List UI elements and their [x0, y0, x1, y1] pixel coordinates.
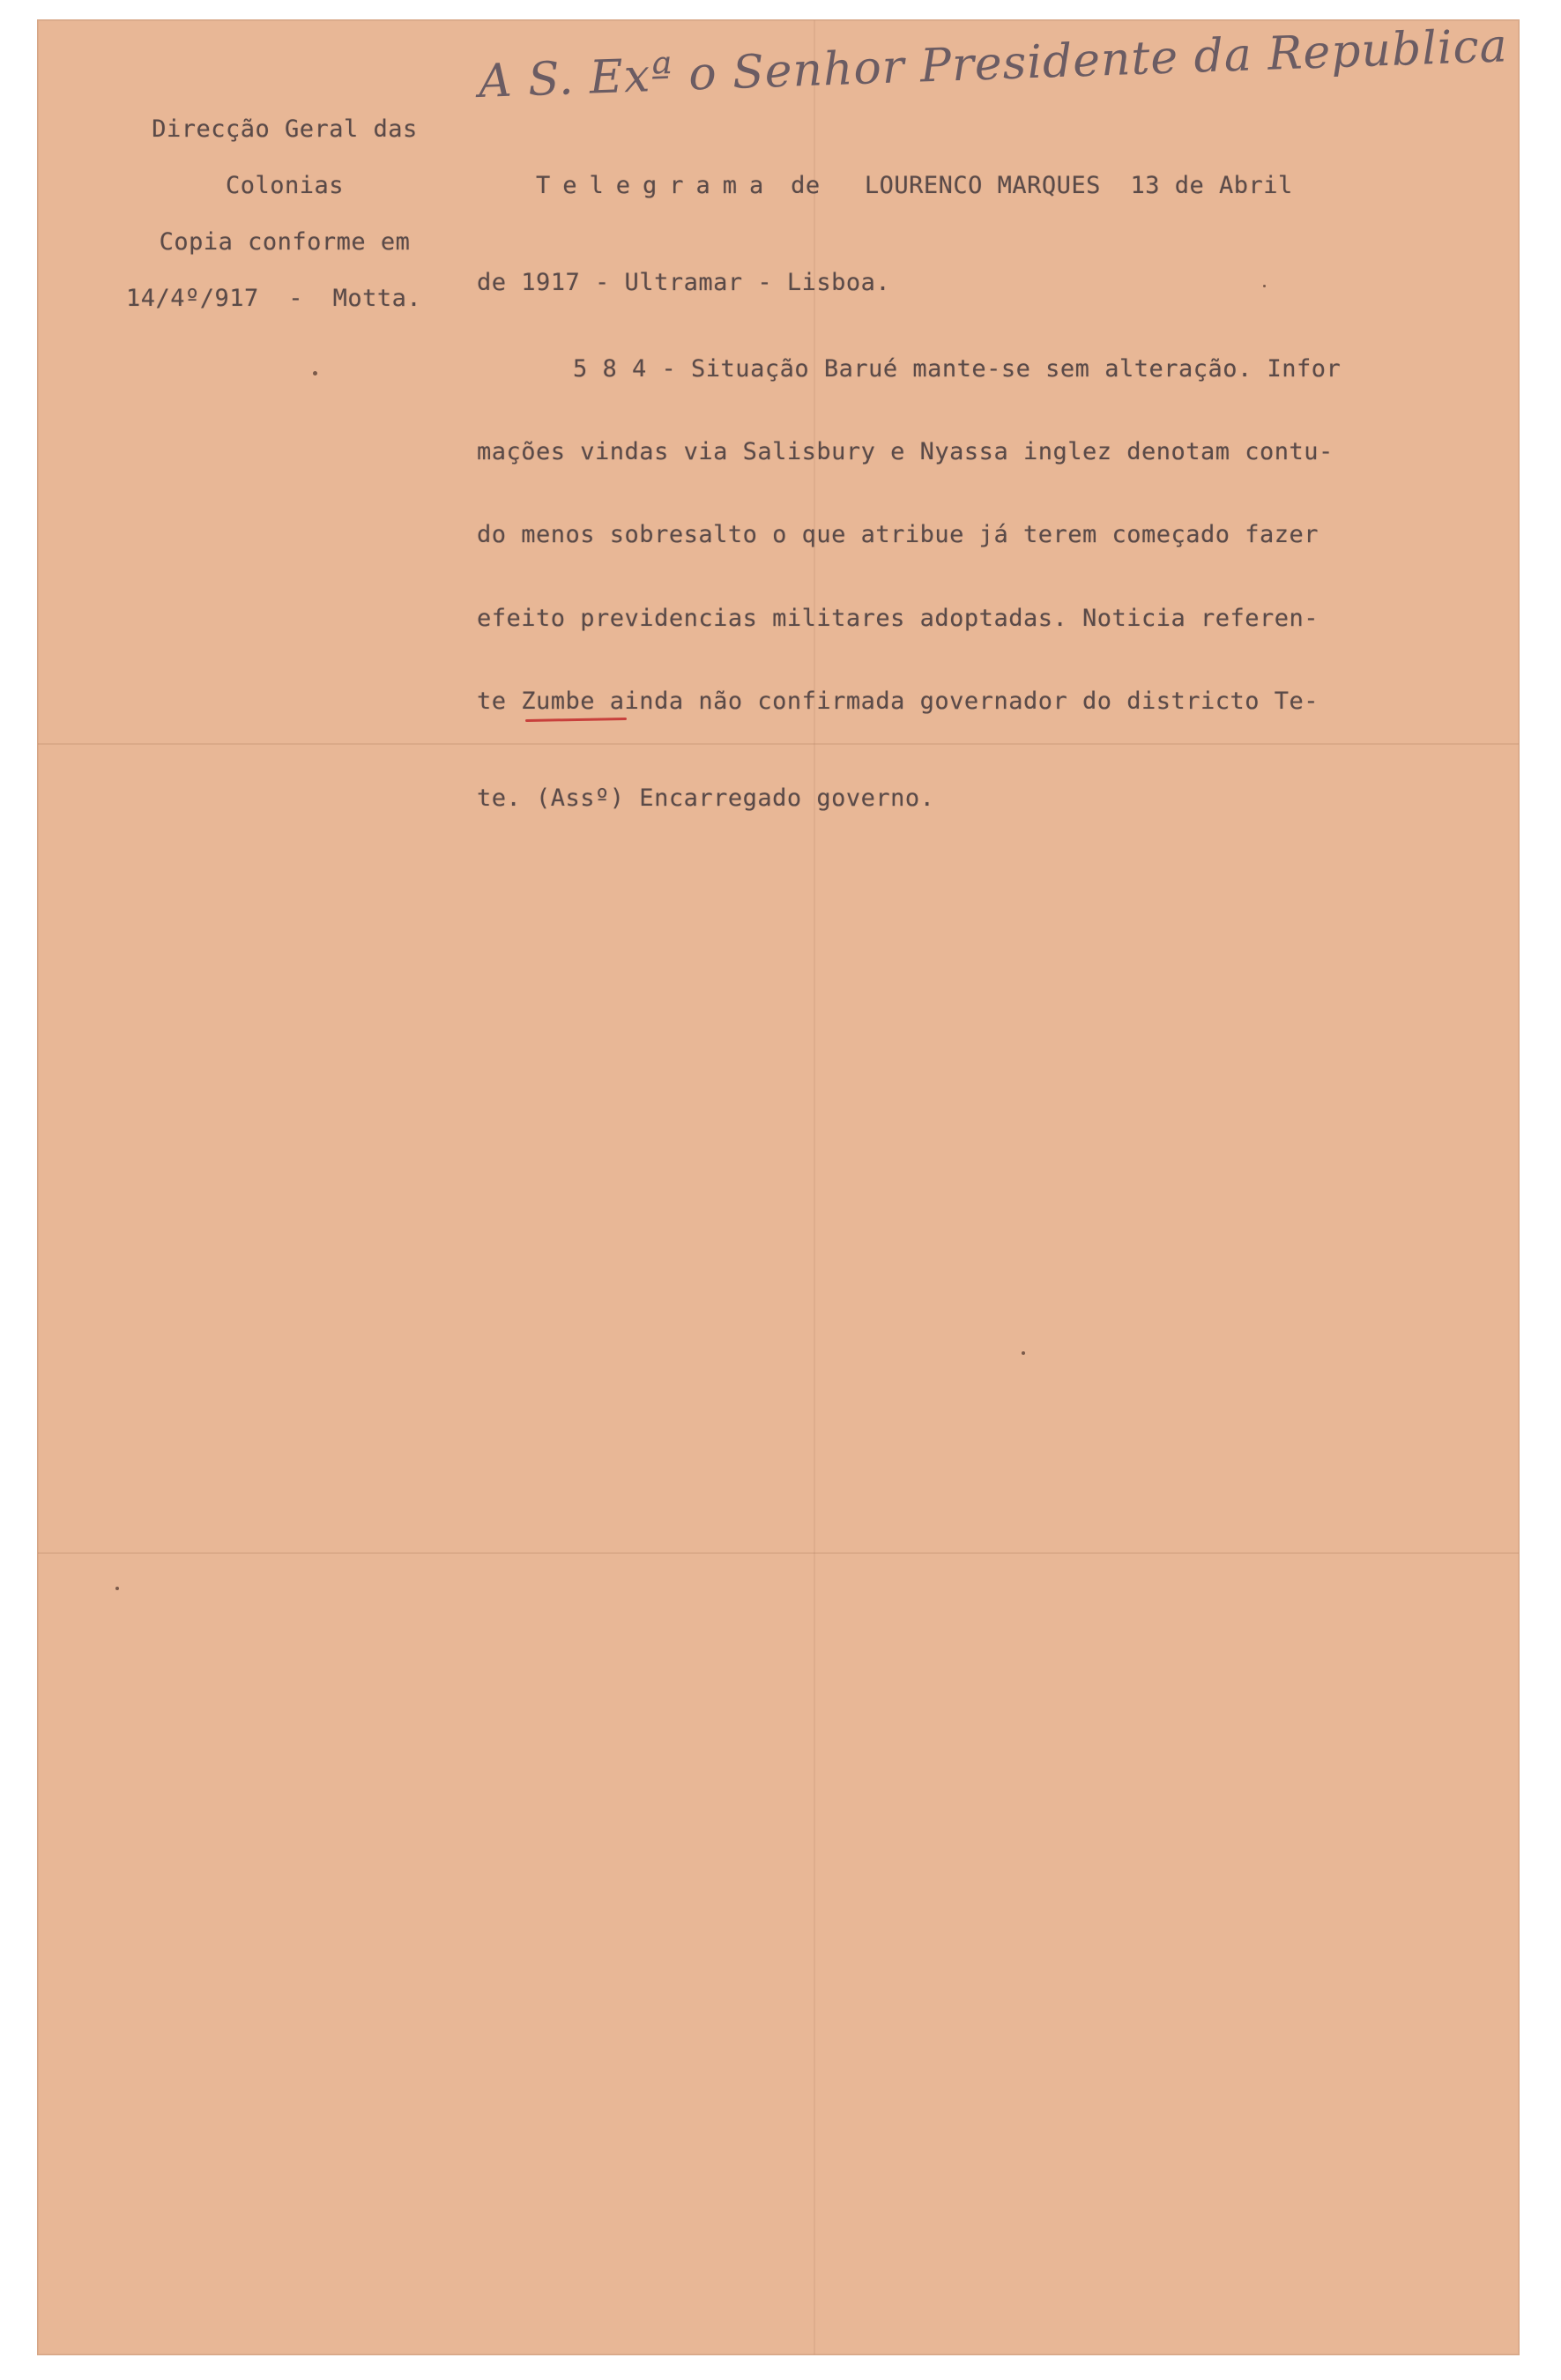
telegram-body-line-6: te. (Assº) Encarregado governo.	[477, 785, 935, 812]
telegram-body-line-1: 5 8 4 - Situação Barué mante-se sem alteração. Infor	[573, 355, 1342, 383]
red-underline-mark	[525, 718, 627, 722]
margin-copy-line1: Copia conforme em	[159, 228, 411, 256]
margin-copy-line2: 14/4º/917 - Motta.	[126, 285, 422, 312]
telegram-heading-rest: de LOURENCO MARQUES 13 de Abril	[776, 172, 1293, 199]
telegram-date-line: de 1917 - Ultramar - Lisboa.	[477, 269, 891, 296]
telegram-heading-word: Telegrama	[536, 172, 777, 199]
margin-directorate-line2: Colonias	[225, 172, 345, 199]
telegram-document	[37, 19, 1520, 2355]
telegram-body-line-2: mações vindas via Salisbury e Nyassa inglez denotam contu-	[477, 438, 1334, 465]
telegram-body-line-3: do menos sobresalto o que atribue já terem começado fazer	[477, 521, 1319, 548]
fold-line-horizontal	[38, 743, 1519, 745]
handwritten-addressee: A S. Exª o Senhor Presidente da Republica	[477, 19, 1509, 108]
paper-speck	[1022, 1351, 1025, 1355]
telegram-body-line-4: efeito previdencias militares adoptadas. Noticia referen-	[477, 605, 1319, 632]
fold-line-horizontal	[38, 1552, 1519, 1554]
margin-directorate-line1: Direcção Geral das	[152, 115, 418, 143]
paper-speck	[1263, 285, 1266, 287]
paper-speck	[313, 371, 317, 376]
telegram-body-line-5: te Zumbe ainda não confirmada governador do districto Te-	[477, 688, 1319, 715]
telegram-heading	[536, 172, 1293, 199]
paper-speck	[115, 1587, 119, 1590]
